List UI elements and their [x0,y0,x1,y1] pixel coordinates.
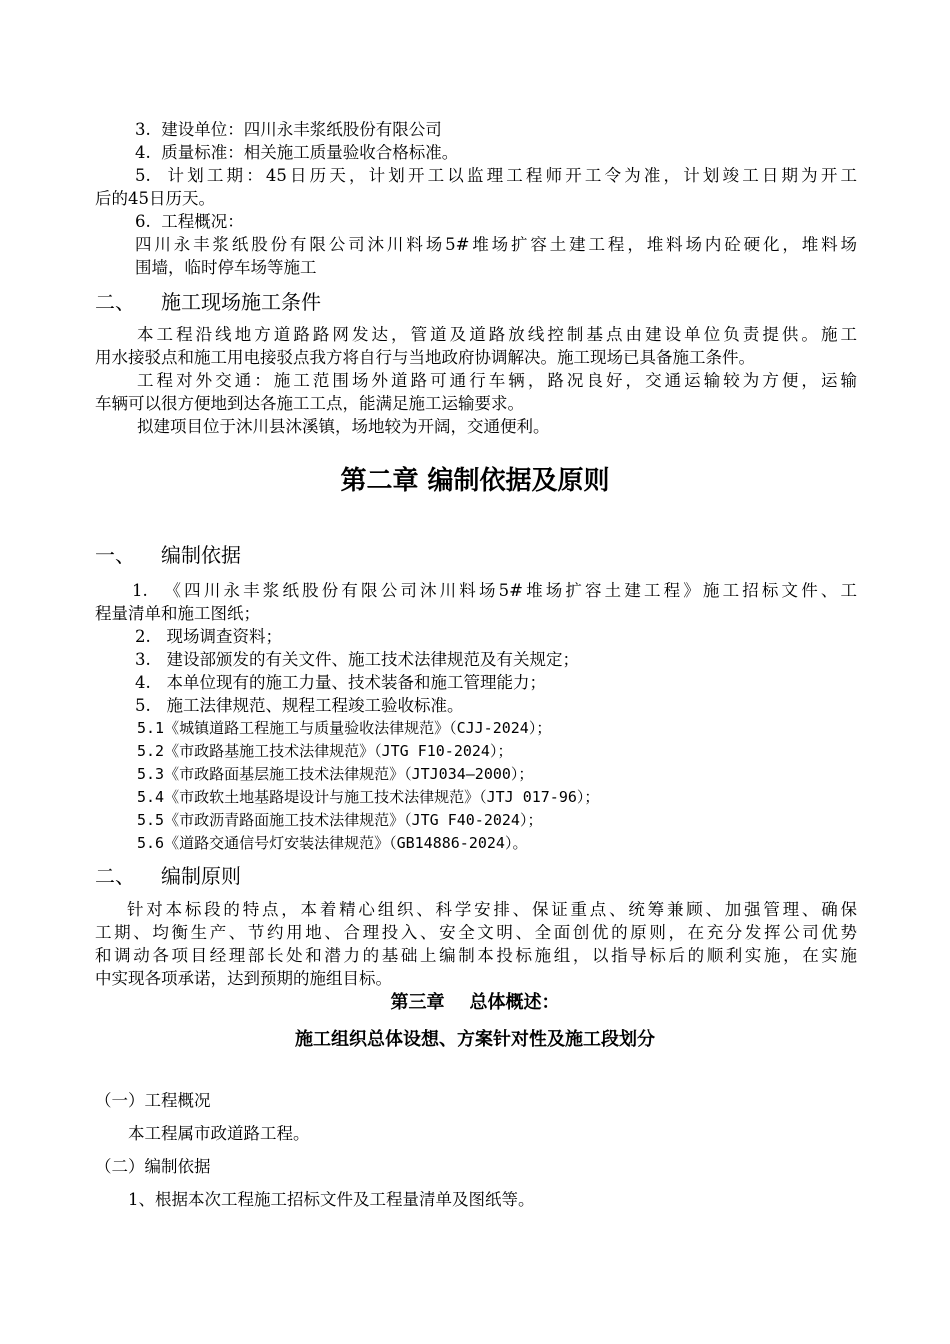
basis-item-1-line1: 1. 《四川永丰浆纸股份有限公司沐川料场5#堆场扩容土建工程》施工招标文件、工 [132,581,857,600]
standard-5-5: 5.5《市政沥青路面施工技术法律规范》（JTG F40-2024）； [137,811,543,829]
info-overview-label: 6. 工程概况： [135,212,244,231]
site-paragraph-line4: 车辆可以很方便地到达各施工工点，能满足施工运输要求。 [95,394,524,413]
section-title: 编制依据 [161,543,241,567]
standard-5-6: 5.6《道路交通信号灯安装法律规范》（GB14886-2024）。 [137,834,528,852]
info-schedule-line1: 5. 计划工期：45日历天，计划开工以监理工程师开工令为准，计划竣工日期为开工 [135,166,857,185]
principle-line4: 中实现各项承诺，达到预期的施组目标。 [95,969,392,988]
info-quality-standard: 4. 质量标准：相关施工质量验收合格标准。 [135,143,459,162]
section-heading-site-conditions [95,289,321,315]
site-paragraph-line3: 工程对外交通：施工范围场外道路可通行车辆，路况良好，交通运输较为方便，运输 [137,371,857,390]
standard-5-1: 5.1《城镇道路工程施工与质量验收法律规范》（CJJ-2024）； [137,719,552,737]
basis-item-1-line2: 程量清单和施工图纸； [95,604,260,623]
standard-5-2: 5.2《市政路基施工技术法律规范》（JTG F10-2024）； [137,742,513,760]
section-number: 二、 [95,864,135,888]
basis-item-5: 5. 施工法律规范、规程工程竣工验收标准。 [135,696,464,715]
section-title: 施工现场施工条件 [161,290,321,314]
basis-item-3: 3. 建设部颁发的有关文件、施工技术法律规范及有关规定； [135,650,579,669]
section-heading-principle [95,863,241,889]
section-title: 编制原则 [161,864,241,888]
site-paragraph-line2: 用水接驳点和施工用电接驳点我方将自行与当地政府协调解决。施工现场已具备施工条件。 [95,348,755,367]
site-paragraph-line1: 本工程沿线地方道路路网发达，管道及道路放线控制基点由建设单位负责提供。施工 [137,325,857,344]
standard-5-4: 5.4《市政软土地基路堤设计与施工技术法律规范》（JTJ 017-96）； [137,788,600,806]
chapter-2-title: 第二章 编制依据及原则 [340,466,610,496]
overview-paragraph-2: 1、根据本次工程施工招标文件及工程量清单及图纸等。 [128,1190,535,1209]
basis-item-4: 4. 本单位现有的施工力量、技术装备和施工管理能力； [135,673,546,692]
standard-5-3: 5.3《市政路面基层施工技术法律规范》（JTJ034—2000）； [137,765,534,783]
overview-heading-1: （一）工程概况 [95,1091,211,1110]
site-paragraph-line5: 拟建项目位于沐川县沐溪镇，场地较为开阔，交通便利。 [137,417,550,436]
chapter-3-title: 第三章 总体概述： [390,992,560,1013]
info-overview-line1: 四川永丰浆纸股份有限公司沐川料场5#堆场扩容土建工程，堆料场内砼硬化，堆料场 [135,235,857,254]
principle-line3: 和调动各项目经理部长处和潜力的基础上编制本投标施组，以指导标后的顺利实施，在实施 [95,946,857,965]
basis-item-2: 2. 现场调查资料； [135,627,282,646]
overview-heading-2: （二）编制依据 [95,1157,211,1176]
section-number: 一、 [95,543,135,567]
chapter-3-subtitle: 施工组织总体设想、方案针对性及施工段划分 [295,1029,655,1050]
overview-paragraph-1: 本工程属市政道路工程。 [128,1124,310,1143]
section-number: 二、 [95,290,135,314]
principle-line2: 工期、均衡生产、节约用地、合理投入、安全文明、全面创优的原则，在充分发挥公司优势 [95,923,857,942]
section-heading-basis [95,542,241,568]
info-schedule-line2: 后的45日历天。 [95,189,215,208]
info-construction-unit: 3. 建设单位：四川永丰浆纸股份有限公司 [135,120,442,139]
info-overview-line2: 围墙，临时停车场等施工 [135,258,317,277]
principle-line1: 针对本标段的特点，本着精心组织、科学安排、保证重点、统筹兼顾、加强管理、确保 [127,900,857,919]
